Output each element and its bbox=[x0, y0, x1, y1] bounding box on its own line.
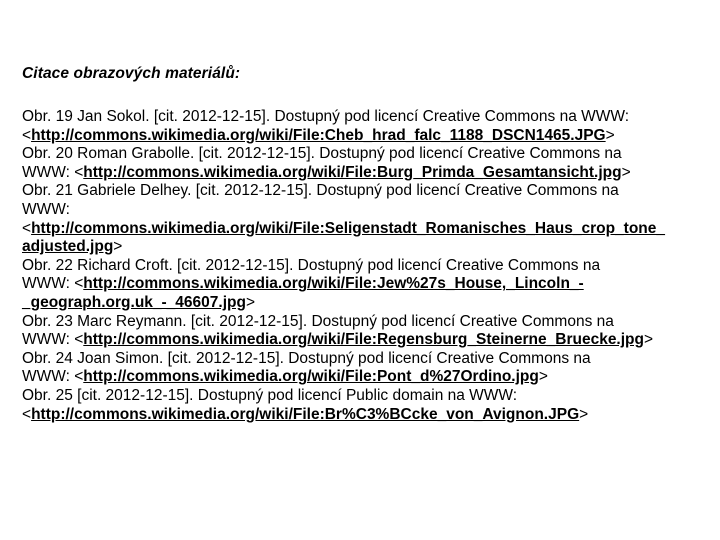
citation-text: Obr. 25 [cit. 2012-12-15]. Dostupný pod licencí Public domain na WWW: bbox=[22, 386, 518, 404]
citation-link[interactable]: http://commons.wikimedia.org/wiki/File:Burg_Primda_Gesamtansicht.jpg bbox=[83, 163, 622, 181]
citation-line bbox=[22, 164, 702, 183]
citation-line bbox=[22, 387, 702, 406]
citation-line bbox=[22, 331, 702, 350]
citation-text: Obr. 20 Roman Grabolle. [cit. 2012-12-15]. Dostupný pod licencí Creative Commons na bbox=[22, 145, 622, 163]
citation-text: Obr. 22 Richard Croft. [cit. 2012-12-15]. Dostupný pod licencí Creative Commons na bbox=[22, 256, 601, 274]
citation-text-end: > bbox=[621, 163, 631, 181]
citation-text-end: > bbox=[605, 126, 615, 144]
citation-line bbox=[22, 294, 702, 313]
citation-text: WWW: < bbox=[22, 163, 84, 181]
citation-text-end: > bbox=[579, 405, 589, 423]
citation-text: < bbox=[22, 219, 32, 237]
citation-text: WWW: bbox=[22, 200, 70, 218]
citation-link[interactable]: http://commons.wikimedia.org/wiki/File:Cheb_hrad_falc_1188_DSCN1465.JPG bbox=[31, 126, 606, 144]
citation-link[interactable]: http://commons.wikimedia.org/wiki/File:Seligenstadt_Romanisches_Haus_crop_tone_ bbox=[31, 219, 665, 237]
citation-line bbox=[22, 220, 702, 239]
citation-link[interactable]: _geograph.org.uk_-_46607.jpg bbox=[22, 293, 246, 311]
citation-line bbox=[22, 238, 702, 257]
citation-line bbox=[22, 368, 702, 387]
citation-line bbox=[22, 182, 702, 201]
citation-line bbox=[22, 108, 702, 127]
citation-text-end: > bbox=[643, 331, 654, 349]
citation-line bbox=[22, 350, 702, 369]
section-heading: Citace obrazových materiálů: bbox=[22, 65, 241, 82]
citation-line bbox=[22, 275, 702, 294]
citation-text: Obr. 19 Jan Sokol. [cit. 2012-12-15]. Dostupný pod licencí Creative Commons na WWW: bbox=[22, 108, 630, 125]
citation-line bbox=[22, 406, 702, 425]
citation-text: Obr. 24 Joan Simon. [cit. 2012-12-15]. Dostupný pod licencí Creative Commons na bbox=[22, 349, 591, 367]
citation-link[interactable]: http://commons.wikimedia.org/wiki/File:Regensburg_Steinerne_Bruecke.jpg bbox=[83, 331, 644, 349]
citation-line bbox=[22, 127, 702, 146]
citation-text-end: > bbox=[245, 293, 256, 311]
citation-text: < bbox=[22, 405, 32, 423]
citation-text: WWW: < bbox=[22, 368, 84, 386]
citation-text-end: > bbox=[538, 368, 548, 386]
citation-link[interactable]: adjusted.jpg bbox=[22, 238, 114, 256]
citation-link[interactable]: http://commons.wikimedia.org/wiki/File:Jew%27s_House,_Lincoln_- bbox=[83, 275, 584, 293]
citation-line bbox=[22, 257, 702, 276]
citation-line bbox=[22, 313, 702, 332]
citation-text: < bbox=[22, 126, 32, 144]
citation-link[interactable]: http://commons.wikimedia.org/wiki/File:Pont_d%27Ordino.jpg bbox=[83, 368, 539, 386]
citation-line bbox=[22, 145, 702, 164]
citation-text: Obr. 21 Gabriele Delhey. [cit. 2012-12-15]. Dostupný pod licencí Creative Commons na bbox=[22, 182, 619, 200]
citation-text-end: > bbox=[113, 238, 123, 256]
image-citation-list bbox=[22, 108, 702, 424]
citation-text: WWW: < bbox=[22, 331, 84, 349]
citation-link[interactable]: http://commons.wikimedia.org/wiki/File:Br%C3%BCcke_von_Avignon.JPG bbox=[31, 405, 580, 423]
citation-line bbox=[22, 201, 702, 220]
citation-text: Obr. 23 Marc Reymann. [cit. 2012-12-15]. Dostupný pod licencí Creative Commons na bbox=[22, 312, 614, 330]
citation-text: WWW: < bbox=[22, 275, 84, 293]
